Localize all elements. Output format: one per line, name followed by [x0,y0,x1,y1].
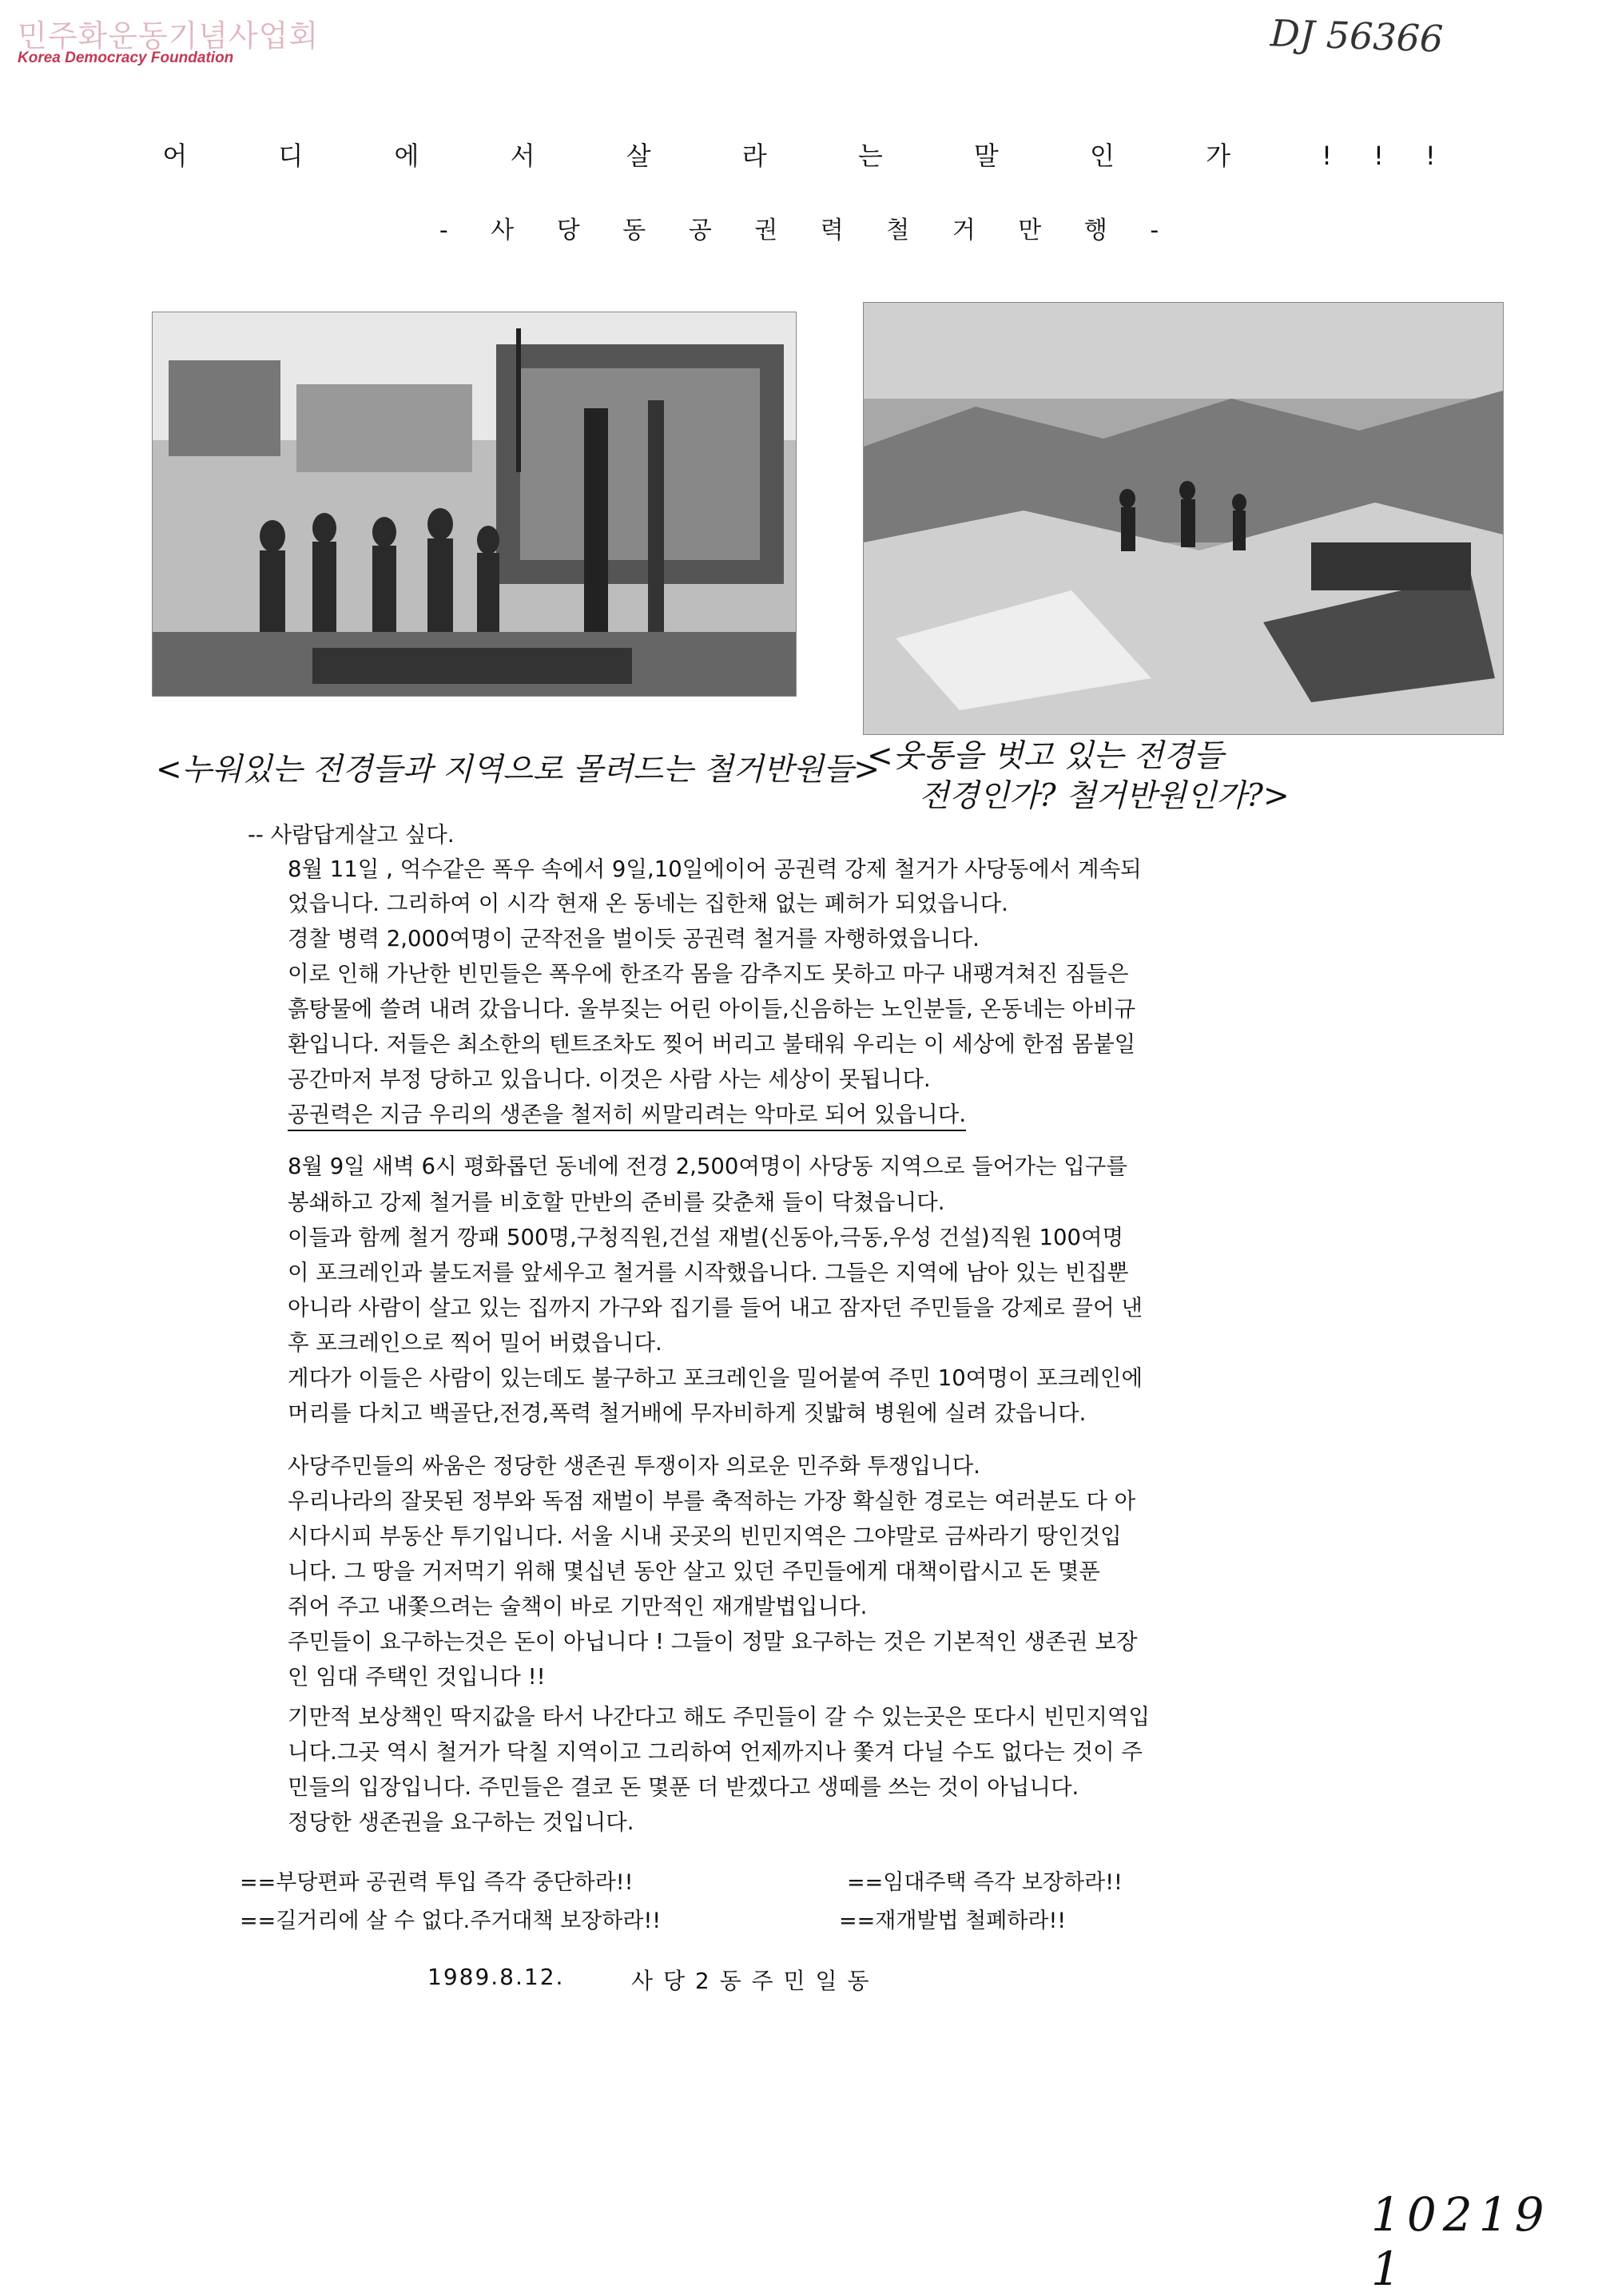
slogan-left-2: ==길거리에 살 수 없다.주거대책 보장하라!! [240,1909,662,1933]
photo-right-illustration [864,303,1503,734]
body-line-9-underlined: 공권력은 지금 우리의 생존을 철저히 씨말리려는 악마로 되어 있읍니다. [288,1104,966,1131]
document-id-handwritten: DJ 56366 [1270,11,1445,61]
caption-right-line1: <웃통을 벗고 있는 전경들 [867,738,1224,774]
body-line-11: 봉쇄하고 강제 철거를 비호할 만반의 준비를 갖춘채 들이 닥쳤읍니다. [288,1190,945,1215]
photo-right [863,302,1504,735]
page-title: 어 디 에 서 살 라 는 말 인 가 !!! [162,141,1477,171]
body-line-22: 쥐어 주고 내쫓으려는 술책이 바로 기만적인 재개발법입니다. [288,1594,868,1619]
body-line-28: 정당한 생존권을 요구하는 것입니다. [288,1809,634,1835]
body-line-25: 기만적 보상책인 딱지값을 타서 나간다고 해도 주민들이 갈 수 있는곳은 또다시 빈민지역입 [288,1704,1151,1730]
body-line-23: 주민들이 요구하는것은 돈이 아닙니다 ! 그들이 정말 요구하는 것은 기본적인 생존권 보장 [288,1629,1138,1654]
photo-left-illustration [153,312,796,696]
body-line-2: 8월 11일 , 억수같은 폭우 속에서 9일,10일에이어 공권력 강제 철거가 사당동에서 계속되 [288,856,1142,882]
footer-date: 1989.8.12. [427,1964,565,1990]
body-line-15: 후 포크레인으로 찍어 밀어 버렸읍니다. [288,1330,662,1356]
body-line-24: 인 임대 주택인 것입니다 !! [288,1664,546,1690]
body-line-4: 경찰 병력 2,000여명이 군작전을 벌이듯 공권력 철거를 자행하였읍니다. [288,926,980,951]
watermark-korean: 민주화운동기념사업회 [18,18,320,54]
body-line-3: 었읍니다. 그리하여 이 시각 현재 온 동네는 집한채 없는 폐허가 되었읍니다. [288,891,1008,916]
body-line-6: 흙탕물에 쓸려 내려 갔읍니다. 울부짖는 어린 아이들,신음하는 노인분들, 온동네는 아비규 [288,996,1136,1022]
watermark-english: Korea Democracy Foundation [18,50,234,66]
body-line-16: 게다가 이들은 사람이 있는데도 불구하고 포크레인을 밀어붙여 주민 10여명이 포크레인에 [288,1365,1143,1391]
slogan-right-1: ==임대주택 즉각 보장하라!! [847,1870,1123,1895]
body-line-12: 이들과 함께 철거 깡패 500명,구청직원,건설 재벌(신동아,극동,우성 건설)직원 100여명 [288,1225,1124,1250]
body-line-20: 시다시피 부동산 투기입니다. 서울 시내 곳곳의 빈민지역은 그야말로 금싸라기 땅인것입 [288,1523,1122,1549]
body-line-1: -- 사람답게살고 싶다. [248,822,455,848]
footer-organization: 사 당 2 동 주 민 일 동 [631,1968,871,1994]
caption-right-line2: 전경인가? 철거반원인가?> [919,778,1290,814]
body-line-27: 민들의 입장입니다. 주민들은 결코 돈 몇푼 더 받겠다고 생떼를 쓰는 것이 아닙니다. [288,1774,1079,1800]
body-line-13: 이 포크레인과 불도저를 앞세우고 철거를 시작했읍니다. 그들은 지역에 남아 있는 빈집뿐 [288,1260,1129,1285]
page-subtitle: - 사 당 동 공 권 력 철 거 만 행 - [439,216,1177,244]
page-number-handwritten: 10219 1 [1371,2187,1551,2296]
slogan-right-2: ==재개발법 철폐하라!! [839,1909,1067,1933]
body-line-17: 머리를 다치고 백골단,전경,폭력 철거배에 무자비하게 짓밟혀 병원에 실려 갔읍니다. [288,1400,1087,1426]
body-line-26: 니다.그곳 역시 철거가 닥칠 지역이고 그리하여 언제까지나 쫓겨 다닐 수도 없다는 것이 주 [288,1739,1143,1765]
body-line-5: 이로 인해 가난한 빈민들은 폭우에 한조각 몸을 감추지도 못하고 마구 내팽겨쳐진 짐들은 [288,961,1129,987]
body-line-14: 아니라 사람이 살고 있는 집까지 가구와 집기를 들어 내고 잠자던 주민들을 강제로 끌어 낸 [288,1295,1143,1321]
caption-left: <누워있는 전경들과 지역으로 몰려드는 철거반원들> [156,752,880,788]
body-line-21: 니다. 그 땅을 거저먹기 위해 몇십년 동안 살고 있던 주민들에게 대책이랍시고 돈 몇푼 [288,1559,1100,1584]
body-line-18: 사당주민들의 싸움은 정당한 생존권 투쟁이자 의로운 민주화 투쟁입니다. [288,1453,980,1479]
body-line-7: 환입니다. 저들은 최소한의 텐트조차도 찢어 버리고 불태워 우리는 이 세상에 한점 몸붙일 [288,1031,1136,1057]
photo-left [152,312,797,697]
body-line-8: 공간마저 부정 당하고 있읍니다. 이것은 사람 사는 세상이 못됩니다. [288,1067,931,1092]
body-line-19: 우리나라의 잘못된 정부와 독점 재벌이 부를 축적하는 가장 확실한 경로는 여러분도 다 아 [288,1488,1136,1514]
body-line-10: 8월 9일 새벽 6시 평화롭던 동네에 전경 2,500여명이 사당동 지역으로 들어가는 입구를 [288,1154,1127,1179]
slogan-left-1: ==부당편파 공권력 투입 즉각 중단하라!! [240,1870,634,1895]
